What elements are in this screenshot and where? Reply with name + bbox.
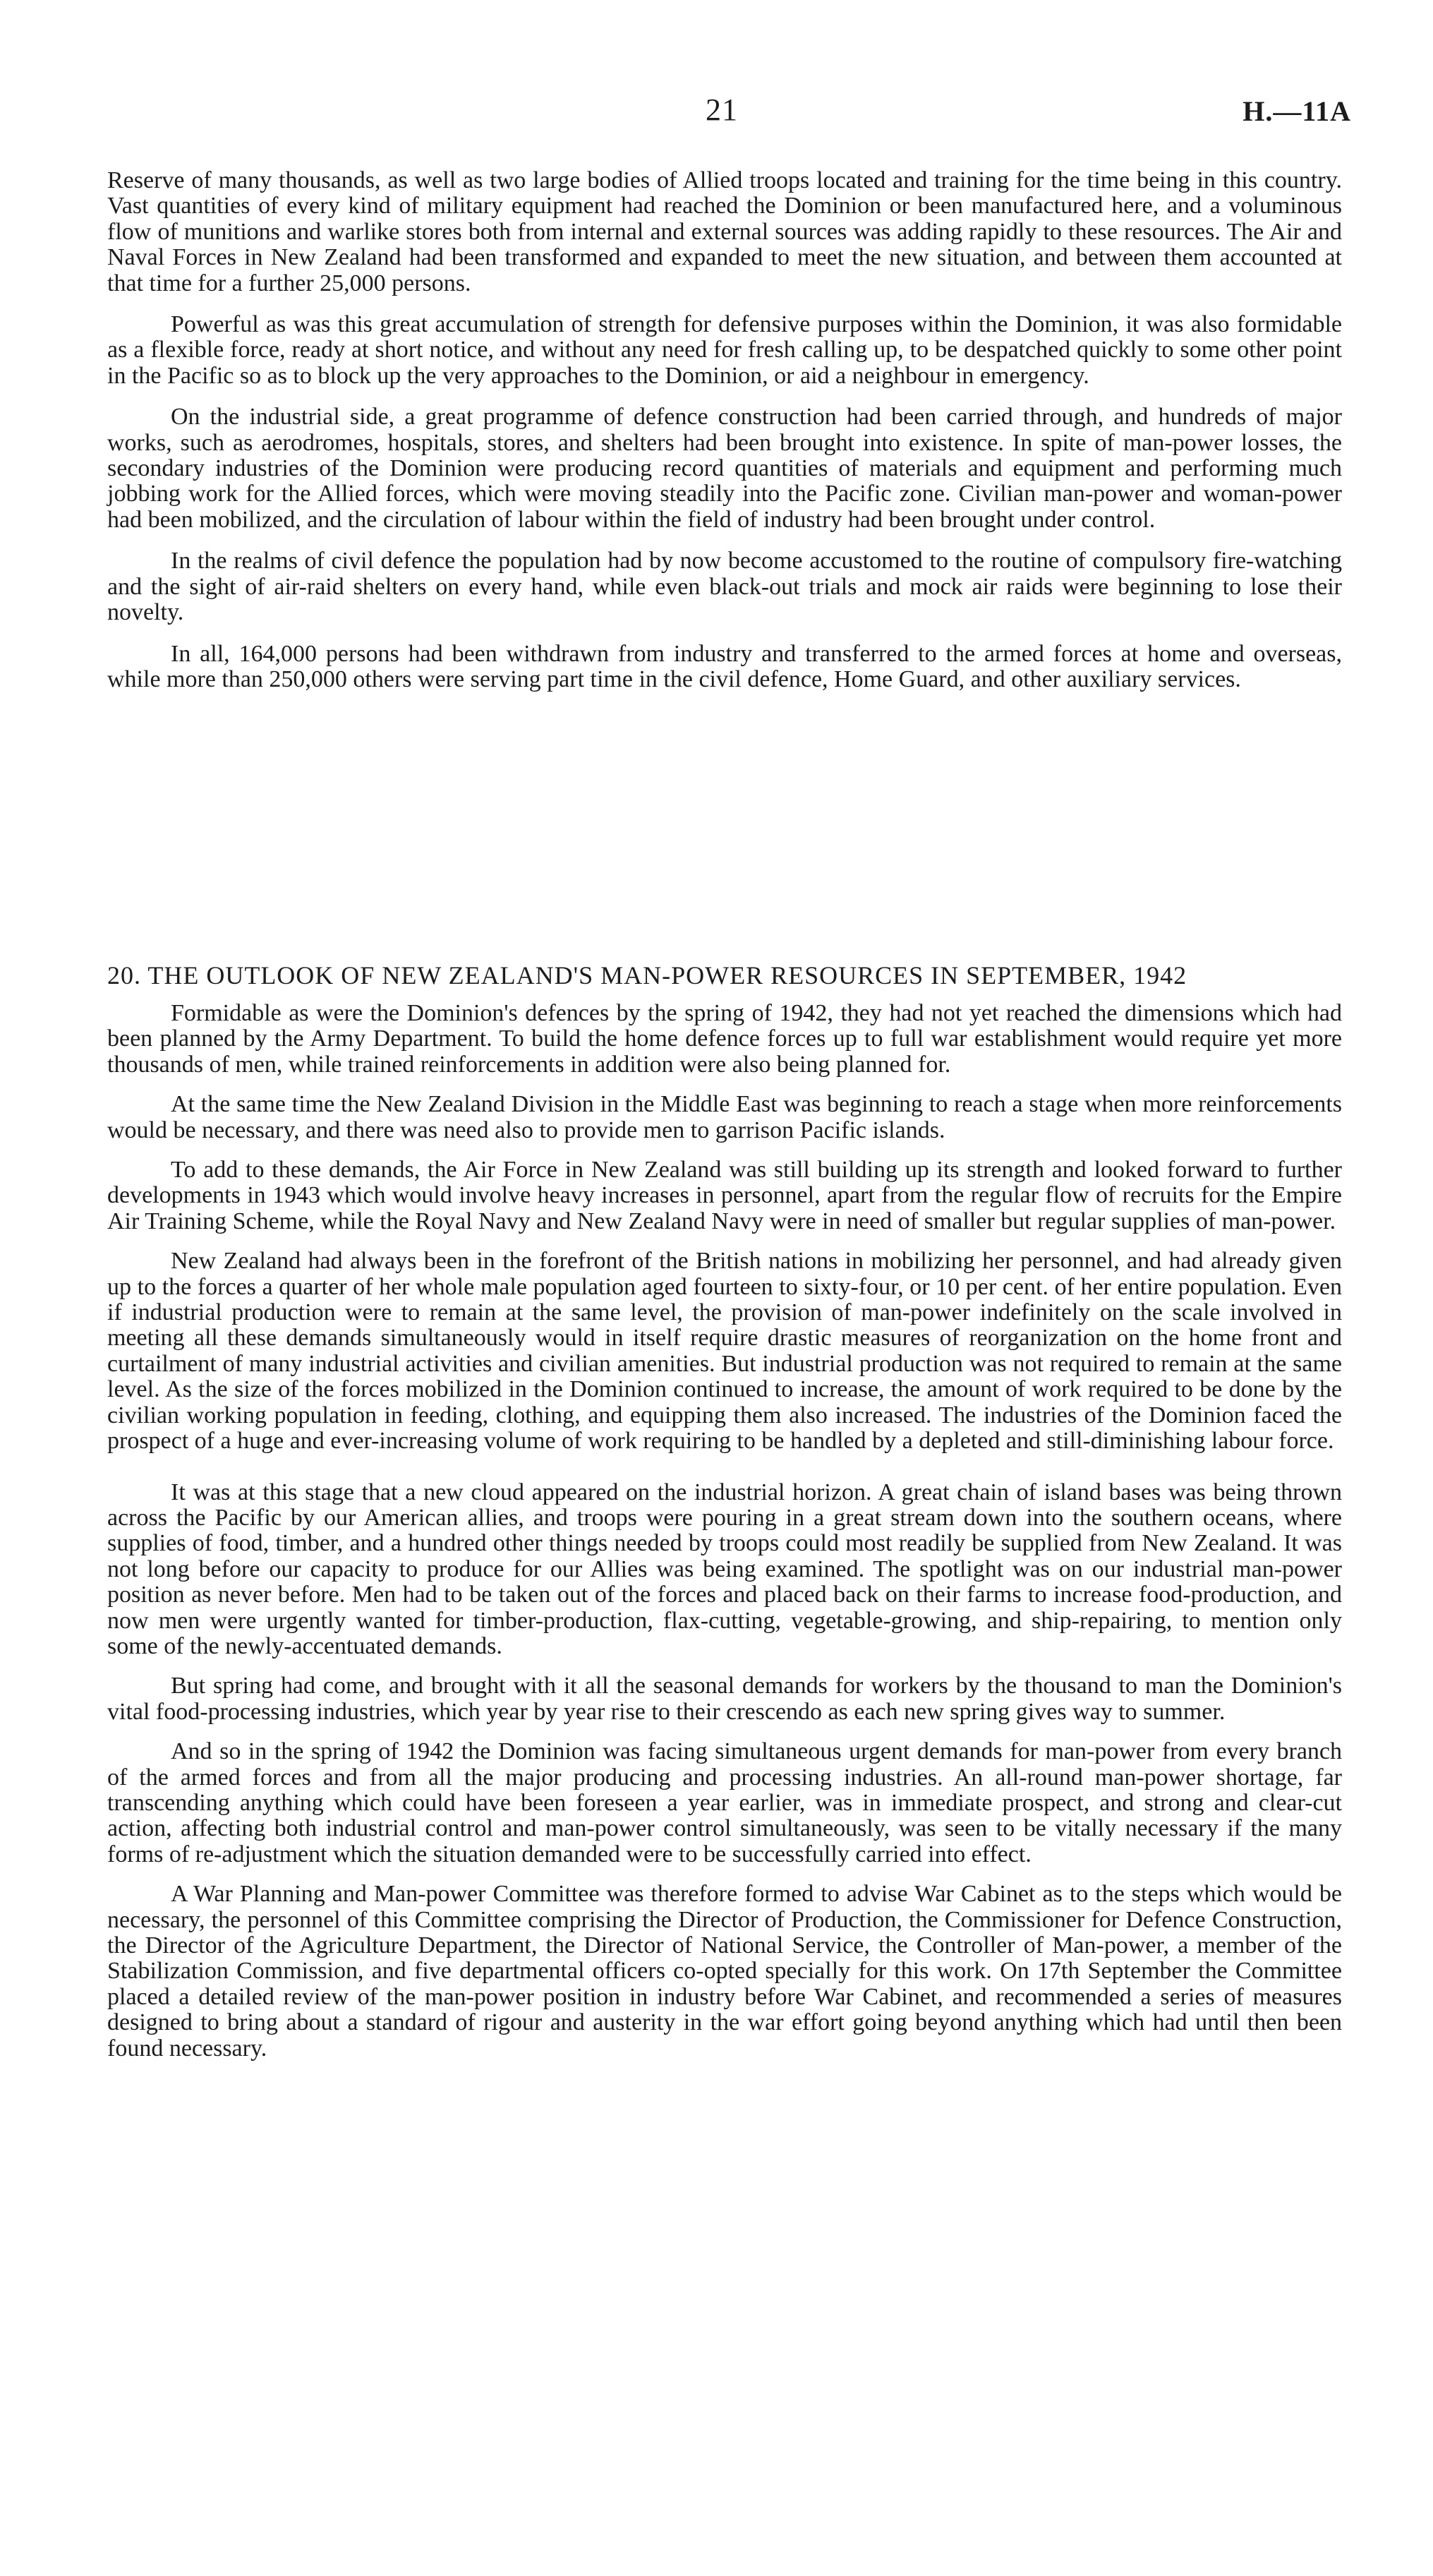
- intro-text-block: [107, 168, 1342, 708]
- paragraph: At the same time the New Zealand Division in the Middle East was beginning to reach a stage when more reinforcements would be necessary, and there was need also to provide men to garrison Pacific islands.: [107, 1091, 1342, 1143]
- paragraph: Formidable as were the Dominion's defences by the spring of 1942, they had not yet reached the dimensions which had been planned by the Army Department. To build the home defence forces up to full war establishment would require yet more thousands of men, while trained reinforcements in addition were also being planned for.: [107, 1000, 1342, 1078]
- paragraph: A War Planning and Man-power Committee was therefore formed to advise War Cabinet as to the steps which would be necessary, the personnel of this Committee comprising the Director of Production, the Commissioner for Defence Construction, the Director of the Agriculture Department, the Director of National Service, the Controller of Man-power, a member of the Stabilization Commission, and five departmental officers co-opted specially for this work. On 17th September the Committee placed a detailed review of the man-power position in industry before War Cabinet, and recommended a series of measures designed to bring about a standard of rigour and austerity in the war effort going beyond anything which had until then been found necessary.: [107, 1881, 1342, 2062]
- paragraph: New Zealand had always been in the forefront of the British nations in mobilizing her personnel, and had already given up to the forces a quarter of her whole male population aged fourteen to sixty-four, or 10 per cent. of her entire population. Even if industrial production were to remain at the same level, the provision of man-power indefinitely on the scale involved in meeting all these demands simultaneously would in itself require drastic measures of reorganization on the home front and curtailment of many industrial activities and civilian amenities. But industrial production was not required to remain at the same level. As the size of the forces mobilized in the Dominion continued to increase, the amount of work required to be done by the civilian working population in feeding, clothing, and equipping them also increased. The industries of the Dominion faced the prospect of a huge and ever-increasing volume of work requiring to be handled by a depleted and still-diminishing labour force.: [107, 1248, 1342, 1455]
- paragraph: And so in the spring of 1942 the Dominion was facing simultaneous urgent demands for man-power from every branch of the armed forces and from all the major producing and processing industries. An all-round man-power shortage, far transcending anything which could have been foreseen a year earlier, was in immediate prospect, and strong and clear-cut action, affecting both industrial control and man-power control simultaneously, was seen to be vitally necessary if the many forms of re-adjustment which the situation demanded were to be successfully carried into effect.: [107, 1738, 1342, 1867]
- paragraph: It was at this stage that a new cloud appeared on the industrial horizon. A great chain of island bases was being thrown across the Pacific by our American allies, and troops were pouring in a great stream down into the southern oceans, where supplies of food, timber, and a hundred other things needed by troops could most readily be supplied from New Zealand. It was not long before our capacity to produce for our Allies was being examined. The spotlight was on our industrial man-power position as never before. Men had to be taken out of the forces and placed back on their farms to increase food-production, and now men were urgently wanted for timber-production, flax-cutting, vegetable-growing, and ship-repairing, to mention only some of the newly-accentuated demands.: [107, 1479, 1342, 1659]
- paragraph: Reserve of many thousands, as well as two large bodies of Allied troops located and training for the time being in this country. Vast quantities of every kind of military equipment had reached the Dominion or been manufactured here, and a voluminous flow of munitions and warlike stores both from internal and external sources was adding rapidly to these resources. The Air and Naval Forces in New Zealand had been transformed and expanded to meet the new situation, and between them accounted at that time for a further 25,000 persons.: [107, 167, 1342, 296]
- paragraph: Powerful as was this great accumulation of strength for defensive purposes within the Dominion, it was also formidable as a flexible force, ready at short notice, and without any need for fresh calling up, to be despatched quickly to some other point in the Pacific so as to block up the very approaches to the Dominion, or aid a neighbour in emergency.: [107, 311, 1342, 389]
- page-number: 21: [706, 92, 738, 127]
- paragraph: But spring had come, and brought with it all the seasonal demands for workers by the thousand to man the Dominion's vital food-processing industries, which year by year rise to their crescendo as each new spring gives way to summer.: [107, 1673, 1342, 1725]
- paragraph: In the realms of civil defence the population had by now become accustomed to the routine of compulsory fire-watching and the sight of air-raid shelters on every hand, while even black-out trials and mock air raids were beginning to lose their novelty.: [107, 548, 1342, 626]
- section-text-block: [107, 1001, 1342, 2076]
- paragraph: In all, 164,000 persons had been withdrawn from industry and transferred to the armed forces at home and overseas, while more than 250,000 others were serving part time in the civil defence, Home Guard, and other auxiliary services.: [107, 640, 1342, 692]
- paragraph: To add to these demands, the Air Force in New Zealand was still building up its strength and looked forward to further developments in 1943 which would involve heavy increases in personnel, apart from the regular flow of recruits for the Empire Air Training Scheme, while the Royal Navy and New Zealand Navy were in need of smaller but regular supplies of man-power.: [107, 1157, 1342, 1234]
- section-heading: 20. THE OUTLOOK OF NEW ZEALAND'S MAN-POWER RESOURCES IN SEPTEMBER, 1942: [107, 961, 1187, 989]
- paragraph: On the industrial side, a great programme of defence construction had been carried through, and hundreds of major works, such as aerodromes, hospitals, stores, and shelters had been brought into existence. In spite of man-power losses, the secondary industries of the Dominion were producing record quantities of materials and equipment and performing much jobbing work for the Allied forces, which were moving steadily into the Pacific zone. Civilian man-power and woman-power had been mobilized, and the circulation of labour within the field of industry had been brought under control.: [107, 404, 1342, 533]
- document-reference: H.—11A: [1242, 95, 1351, 127]
